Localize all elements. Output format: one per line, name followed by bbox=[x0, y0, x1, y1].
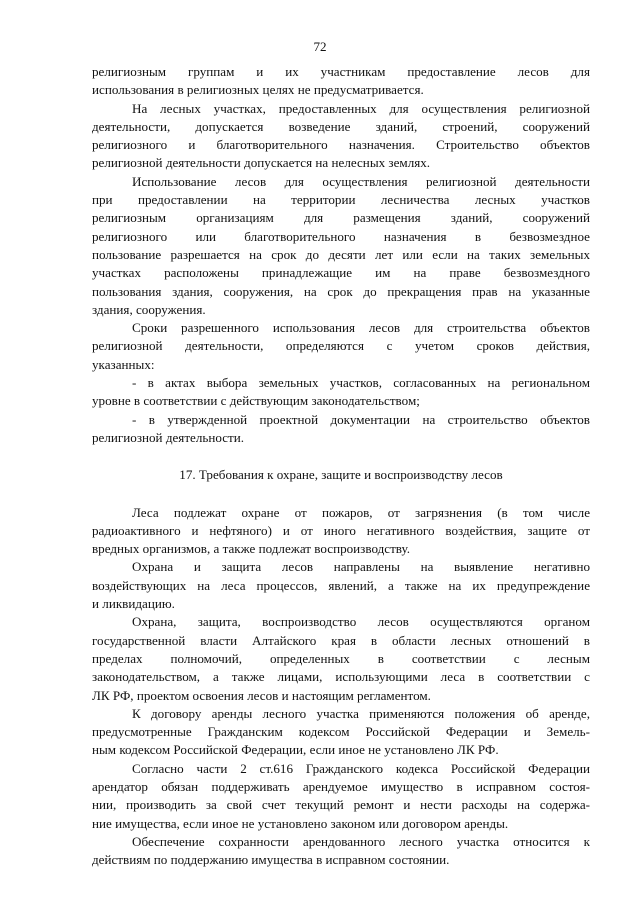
paragraph-free-use-terms bbox=[92, 173, 590, 319]
text-line: пределах полномочий, определенных в соответствии с лесным bbox=[92, 650, 590, 666]
text-line: Обеспечение сохранности арендованного лесного участка относится к bbox=[132, 833, 590, 849]
paragraph-construction-allowed bbox=[92, 100, 590, 173]
text-line: Охрана и защита лесов направлены на выявление негативно bbox=[132, 559, 590, 575]
text-line: радиоактивного и нефтяного) и от иного негативного воздействия, защите от bbox=[92, 522, 590, 538]
text-line: религиозной деятельности, определяются с учетом сроков действия, bbox=[92, 338, 590, 354]
text-line: Леса подлежат охране от пожаров, от загрязнения (в том числе bbox=[132, 504, 590, 520]
paragraph-usage-terms bbox=[92, 319, 590, 374]
paragraph-forest-protection bbox=[92, 504, 590, 559]
text-line: Использование лесов для осуществления религиозной деятельности bbox=[132, 173, 590, 189]
text-line: религиозной деятельности допускается на нелесных землях. bbox=[92, 155, 431, 171]
text-line: вредных организмов, а также подлежат воспроизводству. bbox=[92, 541, 411, 557]
paragraph-tenant-obligations bbox=[92, 760, 590, 833]
text-line: религиозной деятельности. bbox=[92, 429, 245, 445]
text-line: - в утвержденной проектной документации на строительство объектов bbox=[132, 411, 590, 427]
page-number: 72 bbox=[313, 39, 327, 54]
paragraph-responsible-authority bbox=[92, 613, 590, 704]
text-line: при предоставлении на территории лесничества лесных участков bbox=[92, 192, 590, 208]
paragraph-plot-preservation bbox=[92, 833, 590, 870]
text-line: религиозного и благотворительного назначения. Строительство объектов bbox=[92, 137, 590, 153]
text-line: деятельности, допускается возведение зданий, строений, сооружений bbox=[92, 118, 590, 134]
text-line: и ликвидацию. bbox=[92, 596, 175, 612]
text-line: государственной власти Алтайского края в области лесных отношений в bbox=[92, 632, 590, 648]
text-line: здания, сооружения. bbox=[92, 301, 206, 317]
text-line: действиям по поддержанию имущества в исправном состоянии. bbox=[92, 852, 450, 868]
text-line: ЛК РФ, проектом освоения лесов и настоящим регламентом. bbox=[92, 687, 431, 703]
text-line: Сроки разрешенного использования лесов для строительства объектов bbox=[132, 320, 590, 336]
text-line: религиозного или благотворительного назначения в безвозмездное bbox=[92, 228, 590, 244]
text-line: использования в религиозных целях не предусматривается. bbox=[92, 82, 424, 98]
text-line: законодательством, а также лицами, использующими леса в соответствии с bbox=[92, 669, 590, 685]
text-line: религиозным организациям для размещения зданий, сооружений bbox=[92, 210, 590, 226]
paragraph-religious-groups bbox=[92, 63, 590, 100]
text-line: - в актах выбора земельных участков, согласованных на региональном bbox=[132, 375, 590, 391]
text-line: нии, производить за свой счет текущий ремонт и нести расходы на содержа- bbox=[92, 797, 590, 813]
document-body bbox=[92, 63, 590, 869]
text-line: Охрана, защита, воспроизводство лесов осуществляются органом bbox=[132, 614, 590, 630]
text-line: предусмотренные Гражданским кодексом Российской Федерации и Земель- bbox=[92, 724, 590, 740]
text-line: На лесных участках, предоставленных для осуществления религиозной bbox=[132, 100, 590, 116]
list-item-project-documentation bbox=[92, 411, 590, 448]
text-line: пользования здания, сооружения, на срок до прекращения прав на указанные bbox=[92, 283, 590, 299]
text-line: арендатор обязан поддерживать арендуемое имущество в исправном состоя- bbox=[92, 778, 590, 794]
text-line: Согласно части 2 ст.616 Гражданского кодекса Российской Федерации bbox=[132, 760, 590, 776]
text-line: воздействующих на леса процессов, явлений, а также на их предупреждение bbox=[92, 577, 590, 593]
text-line: указанных: bbox=[92, 356, 155, 372]
text-line: уровне в соответствии с действующим законодательством; bbox=[92, 393, 420, 409]
text-line: ным кодексом Российской Федерации, если иное не установлено ЛК РФ. bbox=[92, 742, 499, 758]
list-item-land-selection-acts bbox=[92, 374, 590, 411]
paragraph-protection-aims bbox=[92, 558, 590, 613]
paragraph-lease-agreement bbox=[92, 705, 590, 760]
text-line: религиозным группам и их участникам предоставление лесов для bbox=[92, 64, 590, 79]
text-line: ние имущества, если иное не установлено законом или договором аренды. bbox=[92, 815, 509, 831]
text-line: пользование разрешается на срок до десяти лет или если на таких земельных bbox=[92, 246, 590, 262]
section-heading: 17. Требования к охране, защите и воспроизводству лесов bbox=[179, 467, 503, 483]
text-line: К договору аренды лесного участка применяются положения об аренде, bbox=[132, 705, 590, 721]
text-line: участках расположены принадлежащие им на праве безвозмездного bbox=[92, 265, 590, 281]
